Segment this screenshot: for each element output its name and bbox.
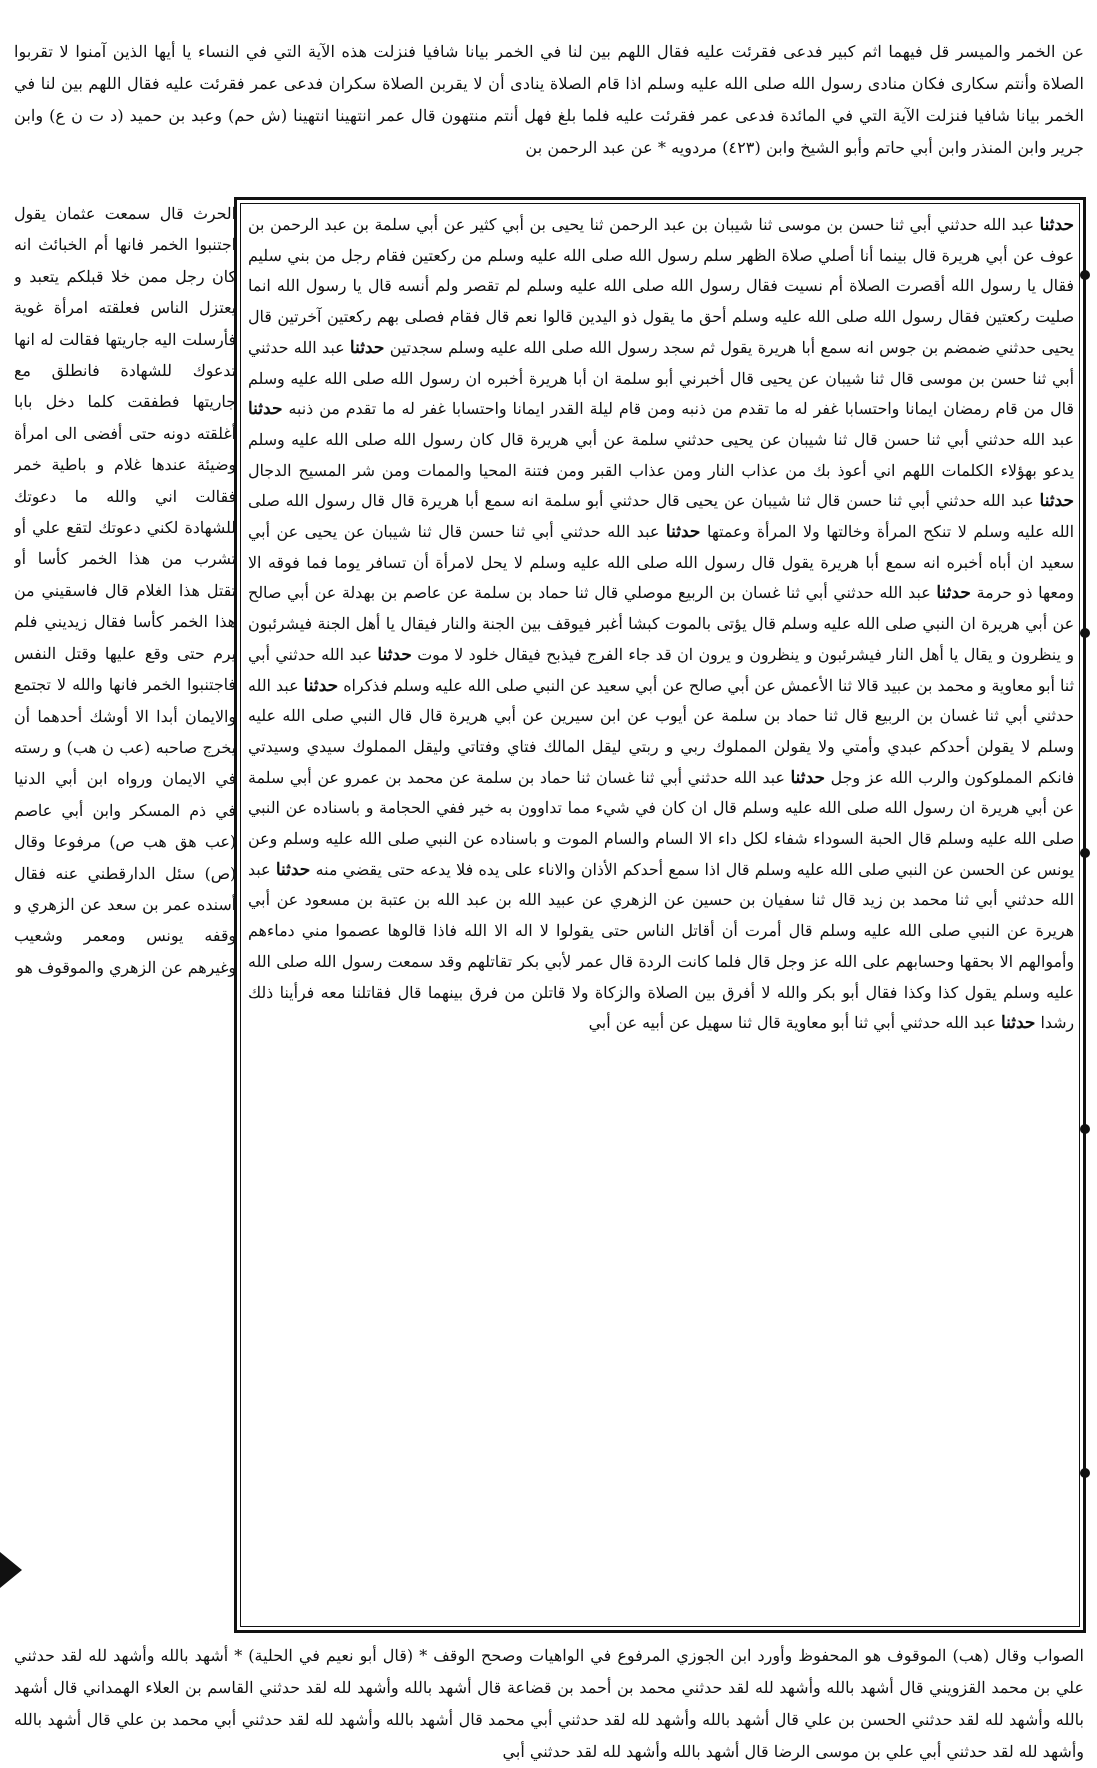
keyword-haddathana: حدثنا	[349, 337, 385, 358]
hadith-text: عبد الله حدثني أبي ثنا حسن قال ثنا شيبان عن يحيى حدثني سلمة عن أبي هريرة قال كان رسول الله صلى الله عليه وسلم يدعو بهؤلاء الكلمات اللهم اني أعوذ بك من عذاب النار ومن عذاب القبر ومن فتنة المحيا والممات ومن شر المسيح الدجال	[248, 429, 1074, 480]
hadith-text: عبد الله حدثني أبي ثنا غسان ثنا حماد بن سلمة عن محمد بن عمرو عن أبي سلمة عن أبي هريرة ان رسول الله صلى الله عليه وسلم قال ان كان في شيء مما تداوون به خير ففي الحجامة و باسناده عن النبي صلى الله عليه وسلم قال الحبة السوداء شفاء لكل داء الا السام والسام الموت و باسناده عن النبي صلى الله عليه وسلم وعن يونس عن الحسن عن النبي صلى الله عليه وسلم قال اذا سمع أحدكم الأذان والاناء على يده فلا يدعه حتى يقضي منه	[248, 767, 1074, 879]
hadith-text: عبد الله حدثني أبي ثنا غسان بن الربيع موصلي قال ثنا حماد بن سلمة عن عاصم بن بهدلة عن أبي صالح عن أبي هريرة ان النبي صلى الله عليه وسلم قال يؤتى بالموت كبشا أغبر فيوقف بين الجنة والنار فيقال يا أهل الجنة فيشرئبون و ينظرون و يقال يا أهل النار فيشرئبون و ينظرون و يرون ان قد جاء الفرج فيذبح فيقال خلود لا موت	[248, 583, 1074, 664]
keyword-haddathana: حدثنا	[303, 675, 339, 696]
hadith-text: عبد الله حدثني أبي ثنا حسن قال ثنا شيبان عن يحيى عن أبي سعيد ان أباه أخبره انه سمع أبا هريرة يقول قال رسول الله صلى الله عليه وسلم لا يحل لامرأة أن تسافر يوما فما فوقه الا ومعها ذو حرمة	[248, 522, 1074, 603]
hadith-text: عبد الله حدثني أبي ثنا محمد بن زيد قال ثنا سفيان بن حسين عن الزهري عن عبيد الله بن عبد الله بن عتبة بن مسعود عن أبي هريرة عن النبي صلى الله عليه وسلم قال أمرت أن أقاتل الناس حتى يقولوا لا اله الا الله فاذا قالوها عصموا مني دماءهم وأموالهم الا بحقها وحسابهم على الله عز وجل قال فلما كانت الردة قال عمر لأبي بكر تقاتلهم وقد سمعت رسول الله صلى الله عليه وسلم يقول كذا وكذا فقال أبو بكر والله لا أفرق بين الصلاة والزكاة ولا قاتلن من فرق بينهما قال فقاتلنا معه فرأينا ذلك رشدا	[248, 859, 1074, 1033]
bottom-text-block: الصواب وقال (هب) الموقوف هو المحفوظ وأورد ابن الجوزي المرفوع في الواهيات وصحح الوقف * (قال أبو نعيم في الحلية) * أشهد بالله وأشهد لله لقد حدثني علي بن محمد القزويني قال أشهد بالله وأشهد لله لقد حدثني محمد بن أحمد بن قضاعة قال أشهد بالله وأشهد لله لقد حدثني القاسم بن العلاء الهمداني قال أشهد بالله وأشهد لله لقد حدثني الحسن بن علي قال أشهد بالله وأشهد لله لقد حدثني أبي محمد قال أشهد بالله وأشهد لله لقد حدثني أبي محمد بن علي قال أشهد بالله وأشهد لله لقد حدثني أبي علي بن موسى الرضا قال أشهد بالله وأشهد لله لقد حدثني أبي	[14, 1646, 1085, 1761]
keyword-haddathana: حدثنا	[275, 859, 311, 880]
hadith-text: عبد الله حدثني أبي ثنا حسن بن موسى ثنا شيبان بن عبد الرحمن ثنا يحيى بن أبي كثير عن أبي سلمة بن عبد الرحمن بن عوف عن أبي هريرة قال بينما أنا أصلي صلاة الظهر سلم رسول الله صلى الله عليه وسلم من ركعتين فقام رجل من بني سليم فقال يا رسول الله أقصرت الصلاة أم نسيت فقال رسول الله صلى الله عليه وسلم لم تقصر ولم أنسه قال يا رسول الله انما صليت ركعتين فقال رسول الله صلى الله عليه وسلم أحق ما يقول ذو اليدين قالوا نعم قال فقام فصلى بهم ركعتين آخرتين قال يحيى حدثني ضمضم بن جوس انه سمع أبا هريرة يقول ثم سجد رسول الله صلى الله عليه وسلم سجدتين	[248, 215, 1074, 357]
keyword-haddathana: حدثنا	[790, 767, 825, 788]
keyword-haddathana: حدثنا	[1039, 491, 1074, 512]
hadith-text: عبد الله حدثني أبي ثنا أبو معاوية و محمد بن عبيد قالا ثنا الأعمش عن أبي صالح عن أبي سعيد عن النبي صلى الله عليه وسلم فذكراه	[248, 644, 1074, 695]
keyword-haddathana: حدثنا	[1039, 215, 1074, 235]
keyword-haddathana: حدثنا	[1000, 1013, 1036, 1034]
margin-commentary-column: الحرث قال سمعت عثمان يقول اجتنبوا الخمر فانها أم الخبائث انه كان رجل ممن خلا قبلكم يتعبد و يعتزل الناس فعلقته امرأة غوية فأرسلت اليه جاريتها فقالت له انها تدعوك للشهادة فانطلق مع جاريتها فطفقت كلما دخل بابا أغلقته دونه حتى أفضى الى امرأة وضيئة عندها غلام و باطية خمر فقالت اني والله ما دعوتك للشهادة لكني دعوتك لتقع علي أو تشرب من هذا الخمر كأسا أو تقتل هذا الغلام قال فاسقيني من هذا الخمر كأسا فقال زيديني فلم يرم حتى وقع عليها وقتل النفس فاجتنبوا الخمر فانها والله لا تجتمع والايمان أبدا الا أوشك أحدهما أن يخرج صاحبه (عب ن هب) و رسته في الايمان ورواه ابن أبي الدنيا في ذم المسكر وابن أبي عاصم (عب هق هب ص) مرفوعا وقال (ص) سئل الدارقطني عنه فقال أسنده عمر بن سعد عن الزهري و وقفه يونس ومعمر وشعيب وغيرهم عن الزهري والموقوف هو	[14, 204, 236, 977]
keyword-haddathana: حدثنا	[248, 399, 283, 420]
margin-dot-mark	[1080, 1124, 1090, 1134]
page-corner-mark	[0, 1552, 22, 1588]
hadith-text: عبد الله حدثني أبي ثنا حسن قال ثنا شيبان عن يحيى قال حدثني أبو سلمة انه سمع أبا هريرة قال قال رسول الله صلى الله عليه وسلم لا تنكح المرأة وخالتها ولا المرأة وعمتها	[248, 491, 1074, 542]
hadith-text: عبد الله حدثني أبي ثنا أبو معاوية قال ثنا سهيل عن أبيه عن أبي	[588, 1013, 996, 1033]
margin-dot-mark	[1080, 1468, 1090, 1478]
keyword-haddathana: حدثنا	[936, 583, 971, 604]
keyword-haddathana: حدثنا	[377, 644, 412, 665]
keyword-haddathana: حدثنا	[665, 522, 701, 543]
margin-dot-mark	[1080, 628, 1090, 638]
top-text-block: عن الخمر والميسر قل فيهما اثم كبير فدعى فقرئت عليه فقال اللهم بين لنا في الخمر بيانا شافيا فنزلت هذه الآية التي في النساء يا أيها الذين آمنوا لا تقربوا الصلاة وأنتم سكارى فكان منادى رسول الله صلى الله عليه وسلم اذا قام الصلاة ينادى أن لا يقربن الصلاة سكران فدعى عمر فقرئت عليه فقال اللهم بين لنا في الخمر بيانا شافيا فنزلت الآية التي في المائدة فدعى عمر فقرئت عليه فلما بلغ فهل أنتم منتهون قال عمر انتهينا انتهينا (ش حم) وعبد بن حميد (د ت ن ع) وابن جرير وابن المنذر وابن أبي حاتم وأبو الشيخ وابن (٤٢٣) مردويه * عن عبد الرحمن بن	[14, 42, 1084, 157]
hadith-text: عبد الله حدثني أبي ثنا حسن بن موسى قال ثنا شيبان عن يحيى قال أخبرني أبو سلمة ان أبا هريرة أخبره ان رسول الله صلى الله عليه وسلم قال من قام رمضان ايمانا واحتسابا غفر له ما تقدم من ذنبه ومن قام ليلة القدر ايمانا واحتسابا غفر له ما تقدم من ذنبه	[248, 337, 1074, 419]
margin-dot-mark	[1080, 848, 1090, 858]
hadith-box-content	[248, 210, 1074, 1620]
margin-dot-mark	[1080, 270, 1090, 280]
hadith-text: عبد الله حدثني أبي ثنا غسان بن الربيع قال ثنا حماد بن سلمة عن أيوب عن ابن سيرين عن أبي هريرة قال قال النبي صلى الله عليه وسلم لا يقولن أحدكم عبدي وأمتي ولا يقولن المملوك ربي و ربتي ليقل المالك فتاي وفتاتي وليقل المملوك سيدي وسيدتي فانكم المملوكون والرب الله عز وجل	[248, 675, 1074, 787]
